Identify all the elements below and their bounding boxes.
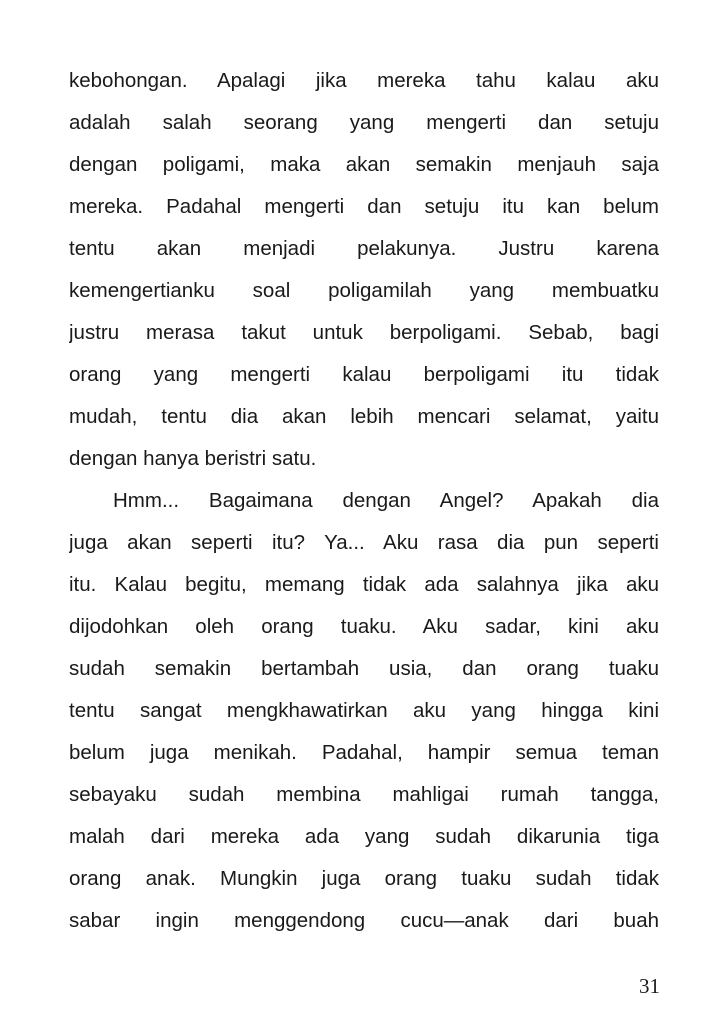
text-line: orang anak. Mungkin juga orang tuaku sudah tidak <box>69 867 659 890</box>
text-line: itu. Kalau begitu, memang tidak ada salahnya jika aku <box>69 573 659 596</box>
text-line: tentu sangat mengkhawatirkan aku yang hingga kini <box>69 699 659 722</box>
text-line: kebohongan. Apalagi jika mereka tahu kalau aku <box>69 69 659 92</box>
text-line: tentu akan menjadi pelakunya. Justru karena <box>69 237 659 260</box>
text-line: dengan hanya beristri satu. <box>69 447 317 470</box>
text-line: dijodohkan oleh orang tuaku. Aku sadar, kini aku <box>69 615 659 638</box>
text-line: belum juga menikah. Padahal, hampir semua teman <box>69 741 659 764</box>
body-text <box>69 60 659 942</box>
page-number: 31 <box>639 974 660 998</box>
text-line: juga akan seperti itu? Ya... Aku rasa dia pun seperti <box>69 531 659 554</box>
text-line: mudah, tentu dia akan lebih mencari selamat, yaitu <box>69 405 659 428</box>
text-line: mereka. Padahal mengerti dan setuju itu kan belum <box>69 195 659 218</box>
text-line: Hmm... Bagaimana dengan Angel? Apakah dia <box>113 489 659 512</box>
text-line: sabar ingin menggendong cucu—anak dari buah <box>69 909 659 932</box>
text-line: dengan poligami, maka akan semakin menjauh saja <box>69 153 659 176</box>
text-line: malah dari mereka ada yang sudah dikarunia tiga <box>69 825 659 848</box>
text-line: sudah semakin bertambah usia, dan orang tuaku <box>69 657 659 680</box>
text-line: kemengertianku soal poligamilah yang membuatku <box>69 279 659 302</box>
text-line: sebayaku sudah membina mahligai rumah tangga, <box>69 783 659 806</box>
text-line: adalah salah seorang yang mengerti dan setuju <box>69 111 659 134</box>
text-line: orang yang mengerti kalau berpoligami itu tidak <box>69 363 659 386</box>
text-line: justru merasa takut untuk berpoligami. Sebab, bagi <box>69 321 659 344</box>
